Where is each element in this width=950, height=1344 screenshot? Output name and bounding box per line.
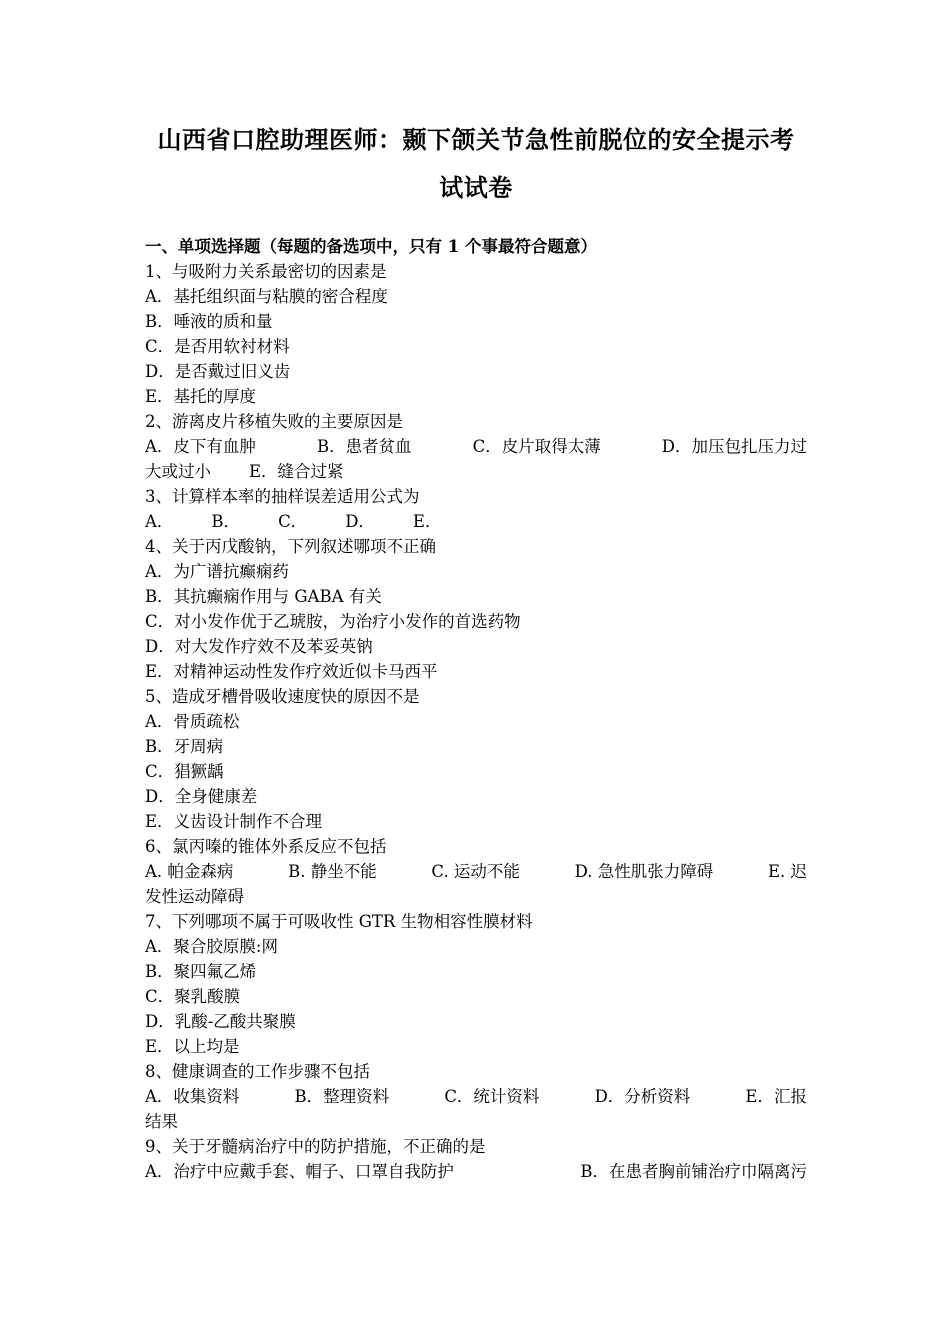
question-7-option-e: E．以上均是 bbox=[145, 1037, 240, 1056]
question-4-stem: 4、关于丙戊酸钠，下列叙述哪项不正确 bbox=[145, 537, 436, 556]
question-9-option-b: B．在患者胸前铺治疗巾隔离污 bbox=[580, 1162, 807, 1181]
question-8-option-d: D．分析资料 bbox=[594, 1087, 691, 1106]
question-7-option-b: B．聚四氟乙烯 bbox=[145, 962, 257, 981]
question-8-options-row-1 bbox=[145, 1084, 807, 1109]
question-3-option-e: E． bbox=[412, 512, 442, 531]
question-4-option-e: E．对精神运动性发作疗效近似卡马西平 bbox=[145, 662, 438, 681]
question-5-option-a: A．骨质疏松 bbox=[145, 712, 240, 731]
question-4-option-b: B．其抗癫痫作用与 GABA 有关 bbox=[145, 587, 382, 606]
question-3-option-d: D． bbox=[345, 512, 375, 531]
question-2-option-b: B．患者贫血 bbox=[316, 437, 412, 456]
section-heading: 一、单项选择题（每题的备选项中，只有 1 个事最符合题意） bbox=[145, 237, 597, 256]
question-2-option-d-cont: 大或过小 bbox=[145, 462, 211, 481]
question-3-option-a: A． bbox=[145, 512, 174, 531]
question-5-option-c: C．猖獗龋 bbox=[145, 762, 224, 781]
question-6-option-e: E. 迟 bbox=[767, 862, 807, 881]
question-5-option-d: D．全身健康差 bbox=[145, 787, 258, 806]
question-1-option-a: A．基托组织面与粘膜的密合程度 bbox=[145, 287, 388, 306]
question-6-option-e-cont: 发性运动障碍 bbox=[145, 887, 244, 906]
question-1-stem: 1、与吸附力关系最密切的因素是 bbox=[145, 262, 387, 281]
question-2-options-row-1 bbox=[145, 434, 807, 459]
question-6-option-a: A. 帕金森病 bbox=[145, 862, 234, 881]
question-7-stem: 7、下列哪项不属于可吸收性 GTR 生物相容性膜材料 bbox=[145, 912, 533, 931]
document-title bbox=[145, 116, 807, 212]
question-2-stem: 2、游离皮片移植失败的主要原因是 bbox=[145, 412, 403, 431]
question-3-option-b: B． bbox=[211, 512, 241, 531]
question-4-option-a: A．为广谱抗癫痫药 bbox=[145, 562, 289, 581]
question-3-options-row bbox=[145, 509, 807, 534]
question-5-stem: 5、造成牙槽骨吸收速度快的原因不是 bbox=[145, 687, 420, 706]
question-3-option-c: C． bbox=[278, 512, 308, 531]
question-9-options-row-1 bbox=[145, 1159, 807, 1184]
question-8-stem: 8、健康调查的工作步骤不包括 bbox=[145, 1062, 370, 1081]
question-8-option-a: A．收集资料 bbox=[145, 1087, 240, 1106]
question-8-option-c: C．统计资料 bbox=[444, 1087, 540, 1106]
question-1-option-d: D．是否戴过旧义齿 bbox=[145, 362, 291, 381]
question-9-option-a: A．治疗中应戴手套、帽子、口罩自我防护 bbox=[145, 1162, 454, 1181]
question-7-option-a: A．聚合胶原膜:网 bbox=[145, 937, 278, 956]
question-5-option-e: E．义齿设计制作不合理 bbox=[145, 812, 323, 831]
question-2-option-a: A．皮下有血肿 bbox=[145, 437, 256, 456]
question-2-option-d: D．加压包扎压力过 bbox=[661, 437, 807, 456]
question-6-options-row-1 bbox=[145, 859, 807, 884]
question-6-option-b: B. 静坐不能 bbox=[288, 862, 377, 881]
question-8-option-e-cont: 结果 bbox=[145, 1112, 178, 1131]
question-6-option-d: D. 急性肌张力障碍 bbox=[574, 862, 714, 881]
question-2-options-row-2 bbox=[145, 459, 807, 484]
question-6-stem: 6、氯丙嗪的锥体外系反应不包括 bbox=[145, 837, 387, 856]
question-7-option-c: C．聚乳酸膜 bbox=[145, 987, 241, 1006]
title-line-2: 试试卷 bbox=[439, 173, 513, 202]
question-1-option-b: B．唾液的质和量 bbox=[145, 312, 273, 331]
question-8-option-b: B．整理资料 bbox=[294, 1087, 390, 1106]
question-4-option-c: C．对小发作优于乙琥胺，为治疗小发作的首选药物 bbox=[145, 612, 521, 631]
question-2-option-e: E．缝合过紧 bbox=[249, 462, 344, 481]
question-5-option-b: B．牙周病 bbox=[145, 737, 224, 756]
question-6-option-c: C. 运动不能 bbox=[431, 862, 520, 881]
question-7-option-d: D．乳酸-乙酸共聚膜 bbox=[145, 1012, 296, 1031]
question-2-option-c: C．皮片取得太薄 bbox=[472, 437, 601, 456]
question-8-option-e: E．汇报 bbox=[745, 1087, 807, 1106]
question-9-stem: 9、关于牙髓病治疗中的防护措施，不正确的是 bbox=[145, 1137, 486, 1156]
document-page bbox=[145, 0, 807, 1184]
question-3-stem: 3、计算样本率的抽样误差适用公式为 bbox=[145, 487, 420, 506]
title-line-1: 山西省口腔助理医师：颞下颌关节急性前脱位的安全提示考 bbox=[157, 125, 795, 154]
question-1-option-e: E．基托的厚度 bbox=[145, 387, 257, 406]
question-1-option-c: C．是否用软衬材料 bbox=[145, 337, 290, 356]
question-4-option-d: D．对大发作疗效不及苯妥英钠 bbox=[145, 637, 373, 656]
